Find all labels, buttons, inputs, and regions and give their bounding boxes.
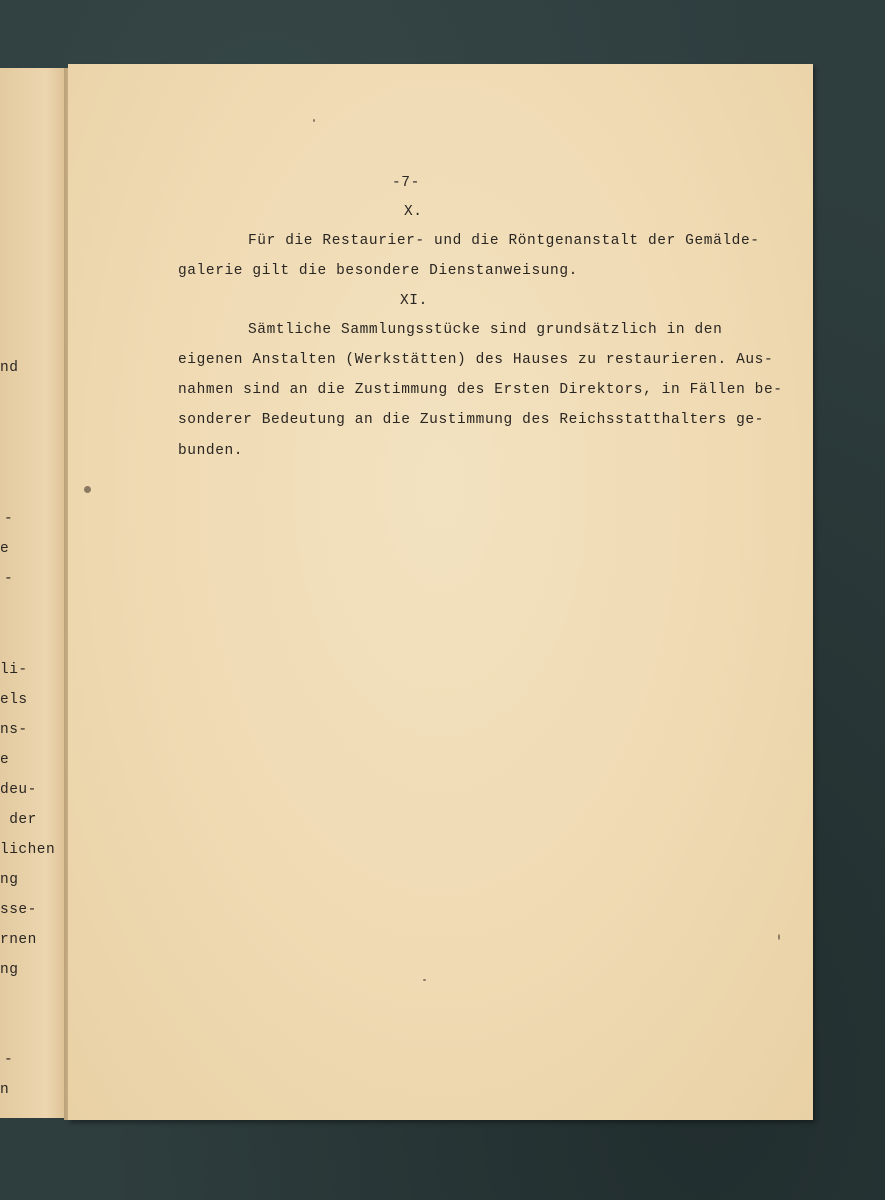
left-fragment: els: [0, 692, 28, 708]
paper-speck: [423, 979, 426, 981]
page-number: -7-: [392, 175, 420, 191]
left-fragment: -: [4, 511, 14, 527]
section-heading: XI.: [400, 293, 428, 309]
left-fragment: ng: [0, 962, 19, 978]
left-fragment: e: [0, 541, 10, 557]
text-line: bunden.: [178, 443, 244, 459]
paper-speck: [84, 486, 91, 493]
left-fragment: e: [0, 752, 10, 768]
paper-speck: [313, 119, 315, 122]
left-page: [0, 68, 66, 1118]
left-fragment: n: [0, 1082, 10, 1098]
text-line: galerie gilt die besondere Dienstanweisung.: [178, 263, 578, 279]
left-fragment: -: [4, 1052, 14, 1068]
left-fragment: nd: [0, 360, 19, 376]
left-fragment: lichen: [0, 842, 56, 858]
paper-speck: [778, 934, 780, 940]
left-fragment: der: [0, 812, 37, 828]
left-fragment: ng: [0, 872, 19, 888]
text-line: sonderer Bedeutung an die Zustimmung des Reichsstatthalters ge-: [178, 412, 764, 428]
left-fragment: ns-: [0, 722, 28, 738]
left-fragment: li-: [0, 662, 28, 678]
text-line: Sämtliche Sammlungsstücke sind grundsätzlich in den: [248, 322, 723, 338]
left-fragment: sse-: [0, 902, 37, 918]
text-line: nahmen sind an die Zustimmung des Ersten Direktors, in Fällen be-: [178, 382, 783, 398]
left-fragment: rnen: [0, 932, 37, 948]
text-line: eigenen Anstalten (Werkstätten) des Hauses zu restaurieren. Aus-: [178, 352, 774, 368]
left-fragment: deu-: [0, 782, 37, 798]
section-heading: X.: [404, 204, 423, 220]
text-line: Für die Restaurier- und die Röntgenanstalt der Gemälde-: [248, 233, 760, 249]
document-page: [68, 64, 813, 1120]
left-fragment: -: [4, 571, 14, 587]
